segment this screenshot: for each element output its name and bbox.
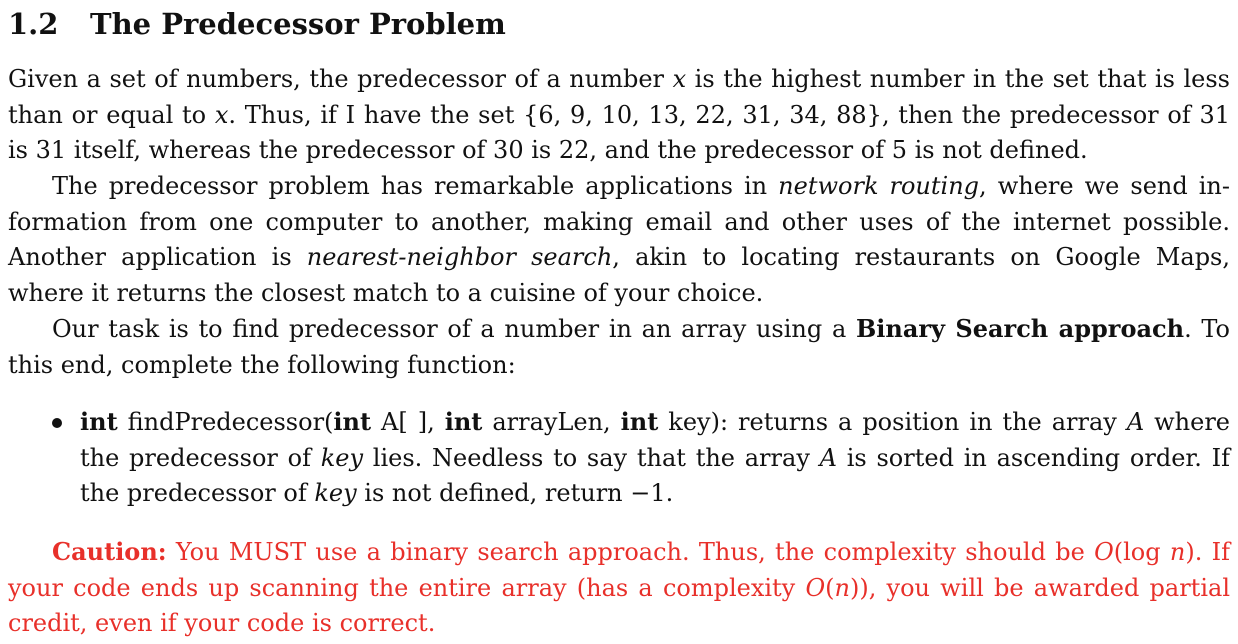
function-list — [8, 404, 1230, 512]
keyword: int — [333, 407, 372, 436]
emphasis-term: key — [314, 479, 357, 507]
math-variable: x — [214, 100, 229, 129]
emphasis-term: key — [320, 443, 364, 472]
math-variable: O — [1094, 538, 1114, 566]
function-signature-text: arrayLen, — [482, 408, 621, 436]
math-variable: n — [834, 573, 850, 602]
caution-text: You MUST use a binary search approach. Thus, the complexity should be — [166, 538, 1095, 566]
paragraph-text: , akin to locating restaurants on Google Maps, where it returns the closest match to a cuisine of your choice. — [8, 243, 1231, 307]
math-variable: A — [1126, 408, 1145, 436]
paragraph-applications — [8, 169, 1230, 311]
function-signature-text: findPredecessor( — [117, 408, 334, 436]
caution-text: ). If your code ends up scanning the entire array (has a complexity — [8, 538, 1231, 602]
section-heading — [8, 4, 506, 44]
paragraph-text: is sorted in ascending order. If the predecessor of — [80, 443, 1231, 507]
paragraph-text: where the predecessor of — [80, 408, 1231, 472]
paragraph-text: is not defined, return −1. — [356, 479, 674, 507]
bullet-icon — [52, 418, 62, 428]
section-title: The Predecessor Problem — [90, 7, 506, 41]
section-number: 1.2 — [8, 7, 59, 41]
list-item — [8, 404, 1230, 512]
caution-text: (log — [1113, 538, 1170, 566]
emphasis-term: network routing — [778, 172, 980, 200]
paragraph-text: Our task is to find predecessor of a number in an array using a — [52, 315, 856, 343]
keyword: int — [444, 407, 483, 436]
paragraph-text: is the highest number in the set that is less than or equal to — [8, 65, 1230, 129]
bold-term: Binary Search approach — [855, 314, 1185, 343]
caution-paragraph — [8, 534, 1230, 642]
emphasis-term: nearest-neighbor search — [306, 243, 613, 271]
function-signature-text: A[ ], — [371, 408, 445, 436]
keyword: int — [80, 407, 118, 436]
math-variable: O — [805, 573, 826, 602]
math-variable: n — [1169, 538, 1186, 566]
paragraph-task — [8, 311, 1230, 383]
paragraph-text: Given a set of numbers, the predecessor of a number — [8, 65, 673, 93]
caution-label: Caution: — [52, 537, 167, 566]
math-variable: A — [819, 443, 837, 472]
math-variable: x — [672, 65, 687, 93]
paragraph-text: The predecessor problem has remarkable applications in — [52, 172, 779, 200]
caution-text: ( — [825, 573, 835, 602]
paragraph-text: , where we send information from one computer to another, making email and other uses of the internet possible. Another application is — [8, 172, 1230, 271]
keyword: int — [620, 407, 659, 436]
function-signature-text: key): returns a position in the array — [658, 408, 1127, 436]
paragraph-text: . Thus, if I have the set {6, 9, 10, 13, 22, 31, 34, 88}, then the predecessor of 31 is 31 itself, whereas the predecessor of 30 is 22, and the predecessor of 5 is not defined. — [8, 100, 1230, 164]
paragraph-text: lies. Needless to say that the array — [363, 443, 820, 472]
caution-text: )), you will be awarded partial credit, even if your code is correct. — [8, 573, 1230, 637]
paragraph-definition — [8, 62, 1230, 169]
paragraph-text: . To this end, complete the following function: — [8, 315, 1231, 379]
